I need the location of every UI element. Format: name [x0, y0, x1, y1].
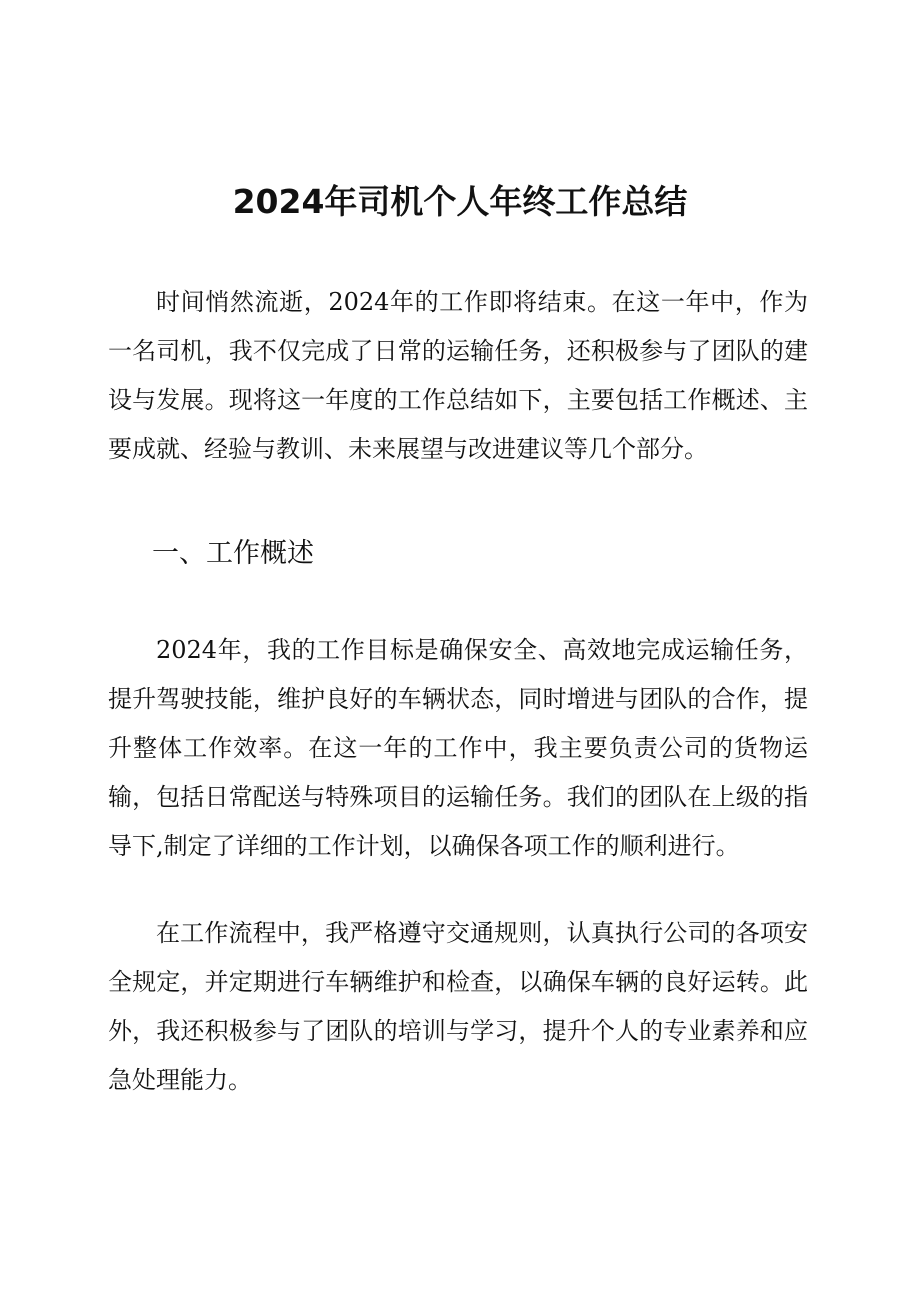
intro-paragraph: 时间悄然流逝，2024年的工作即将结束。在这一年中，作为一名司机，我不仅完成了日常的运输任务，还积极参与了团队的建设与发展。现将这一年度的工作总结如下，主要包括工作概述、主要成就、经验与教训、未来展望与改进建议等几个部分。 [108, 288, 808, 463]
document-title: 2024年司机个人年终工作总结 [232, 182, 688, 221]
section-heading-work-overview: 一、工作概述 [152, 538, 314, 569]
work-overview-paragraph-1: 2024年，我的工作目标是确保安全、高效地完成运输任务，提升驾驶技能，维护良好的车辆状态，同时增进与团队的合作，提升整体工作效率。在这一年的工作中，我主要负责公司的货物运输，包括日常配送与特殊项目的运输任务。我们的团队在上级的指导下,制定了详细的工作计划，以确保各项工作的顺利进行。 [108, 636, 808, 860]
work-overview-paragraph-2: 在工作流程中，我严格遵守交通规则，认真执行公司的各项安全规定，并定期进行车辆维护和检查，以确保车辆的良好运转。此外，我还积极参与了团队的培训与学习，提升个人的专业素养和应急处理能力。 [108, 919, 808, 1094]
